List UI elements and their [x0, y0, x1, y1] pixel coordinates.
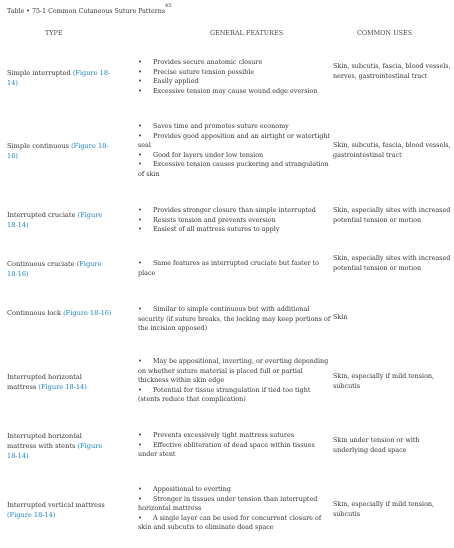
feature-item: • A single layer can be used for concurrent closure of skin and subcutis to eliminate dead space [138, 513, 322, 531]
type-name: Continuous cruciate [7, 260, 75, 268]
feature-item: • May be appositional, inverting, or everting depending on whether suture material is placed full or partial thickness within skin edge [138, 357, 329, 384]
figure-link[interactable]: (Figure 18-14) [7, 442, 103, 460]
features-cell [138, 259, 334, 278]
uses-cell: Skin under tension or with underlying dead space [333, 436, 420, 454]
type-cell [7, 259, 112, 279]
feature-item: • Good for layers under low tension [138, 150, 264, 159]
type-name: Interrupted horizontal mattress with stents [7, 432, 82, 450]
header-common-uses: COMMON USES [357, 30, 413, 37]
feature-item: • Provides stronger closure than simple interrupted [138, 206, 316, 214]
type-cell [7, 372, 112, 392]
figure-link[interactable]: (Figure 18-14) [38, 383, 87, 391]
uses-cell: Skin, especially if mild tension, subcutis [333, 500, 435, 518]
feature-item: • Saves time and promotes suture economy [138, 122, 289, 130]
feature-item: • Prevents excessively tight mattress sutures [138, 431, 294, 439]
figure-link[interactable]: (Figure 18-16) [7, 260, 102, 278]
type-name: Interrupted horizontal mattress [7, 373, 82, 391]
figure-link[interactable]: (Figure 18-16) [63, 309, 112, 317]
uses-cell: Skin [333, 313, 348, 321]
feature-item: • Easiest of all mattress sutures to apply [138, 225, 280, 233]
figure-link[interactable]: (Figure 18-14) [7, 511, 56, 519]
feature-item: • Precise suture tension possible [138, 67, 255, 76]
features-cell [138, 206, 334, 235]
type-cell [7, 500, 112, 520]
features-cell [138, 357, 334, 405]
type-cell [7, 68, 112, 88]
type-cell [7, 141, 112, 161]
caption-text: Table • 75-1 Common Cutaneous Suture Patterns [7, 8, 166, 16]
uses-cell: Skin, especially sites with increased potential tension or motion [333, 206, 451, 224]
feature-item: • Appositional to everting [138, 485, 231, 493]
header-type: TYPE [45, 30, 63, 37]
feature-item: • Similar to simple continuous but with additional security (if suture breaks, the locking may keep portions of the incision apposed) [138, 305, 331, 332]
feature-item: • Provides secure anatomic closure [138, 58, 263, 66]
features-cell [138, 58, 334, 96]
type-name: Simple interrupted [7, 69, 71, 77]
figure-link[interactable]: (Figure 18-14) [7, 211, 103, 229]
features-cell [138, 122, 334, 179]
figure-link[interactable]: (Figure 18-14) [7, 69, 111, 87]
feature-item: • Stronger in tissues under tension than interrupted horizontal mattress [138, 494, 318, 512]
type-name: Continuous lock [7, 309, 61, 317]
feature-item: • Resists tension and prevents eversion [138, 215, 276, 224]
type-cell [7, 431, 112, 461]
uses-cell: Skin, subcutis, fascia, blood vessels, nerves, gastrointestinal tract [333, 62, 451, 80]
caption-reference: 45 [165, 3, 172, 9]
type-cell [7, 210, 112, 230]
feature-item: • Provides good apposition and an airtight or watertight seal [138, 131, 331, 149]
type-cell [7, 308, 112, 318]
features-cell [138, 431, 334, 460]
feature-item: • Easily applied [138, 77, 199, 85]
feature-item: • Excessive tension causes puckering and strangulation of skin [138, 160, 329, 178]
figure-link[interactable]: (Figure 18-16) [7, 142, 109, 160]
feature-item: • Excessive tension may cause wound edge eversion [138, 86, 318, 95]
uses-cell: Skin, subcutis, fascia, blood vessels, gastrointestinal tract [333, 141, 451, 159]
type-name: Interrupted cruciate [7, 211, 76, 219]
type-name: Simple continuous [7, 142, 69, 150]
header-general-features: GENERAL FEATURES [210, 30, 284, 37]
uses-cell: Skin, especially sites with increased potential tension or motion [333, 254, 451, 272]
table-caption [7, 3, 172, 16]
features-cell [138, 305, 334, 334]
uses-cell: Skin, especially if mild tension, subcutis [333, 372, 435, 390]
feature-item: • Effective obliteration of dead space within tissues under stent [138, 440, 315, 458]
feature-item: • Same features as interrupted cruciate but faster to place [138, 259, 319, 277]
feature-item: • Potential for tissue strangulation if tied too tight (stents reduce that complication) [138, 385, 311, 403]
type-name: Interrupted vertical mattress [7, 501, 105, 509]
features-cell [138, 485, 334, 533]
